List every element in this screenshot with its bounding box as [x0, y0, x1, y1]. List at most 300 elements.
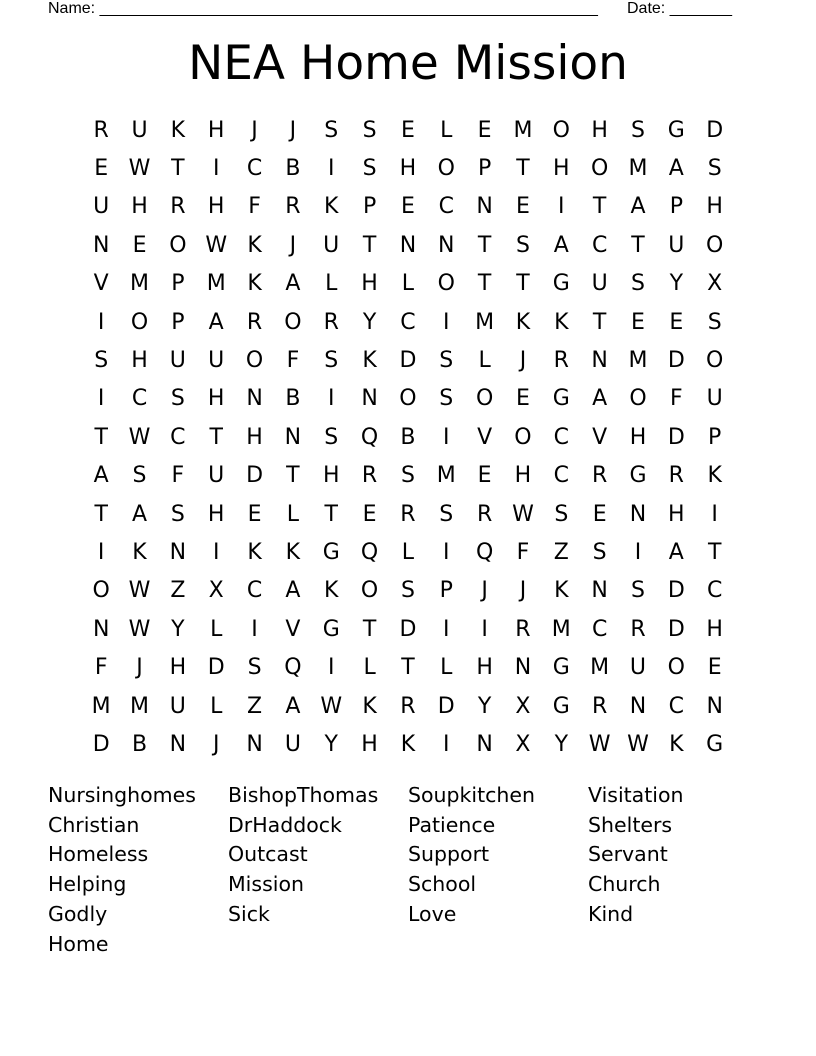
grid-letter: Z [170, 578, 186, 604]
grid-letter: G [322, 539, 340, 565]
grid-letter: M [206, 271, 226, 297]
grid-letter: J [289, 232, 297, 258]
grid-letter: K [132, 539, 147, 565]
grid-letter: S [631, 271, 645, 297]
grid-letter: J [251, 117, 258, 143]
grid-letter: N [476, 731, 493, 757]
word-list-item: Love [408, 902, 457, 927]
grid-letter: H [246, 424, 263, 450]
grid-letter: A [553, 232, 569, 258]
grid-letter: S [247, 655, 262, 681]
word-list-item: Kind [588, 902, 634, 927]
grid-letter: E [362, 501, 377, 527]
grid-letter: E [477, 117, 492, 143]
grid-letter: T [631, 232, 645, 258]
grid-letter: N [92, 616, 110, 642]
grid-letter: M [130, 693, 149, 719]
grid-letter: K [669, 731, 684, 757]
grid-letter: C [170, 424, 186, 450]
grid-letter: Q [284, 655, 302, 681]
grid-letter: G [706, 731, 724, 757]
grid-letter: M [91, 693, 111, 719]
grid-letter: I [251, 616, 258, 642]
grid-letter: T [171, 156, 185, 182]
grid-letter: D [437, 693, 455, 719]
grid-letter: S [324, 424, 339, 450]
grid-letter: N [629, 501, 647, 527]
grid-letter: O [169, 232, 187, 258]
grid-letter: A [93, 463, 109, 489]
grid-letter: I [97, 386, 105, 412]
grid-letter: F [670, 386, 683, 412]
grid-letter: G [552, 386, 570, 412]
grid-letter: W [205, 232, 228, 258]
grid-letter: T [592, 194, 607, 220]
grid-letter: D [399, 616, 417, 642]
grid-letter: H [131, 194, 148, 220]
word-list-item: Outcast [228, 842, 308, 867]
grid-letter: P [669, 194, 683, 220]
grid-letter: I [212, 156, 220, 182]
grid-letter: L [440, 117, 453, 143]
grid-letter: S [631, 117, 645, 143]
grid-letter: U [706, 386, 723, 412]
grid-letter: L [363, 655, 376, 681]
grid-letter: O [130, 309, 149, 335]
grid-letter: P [708, 424, 722, 450]
word-list-item: Soupkitchen [408, 782, 536, 807]
grid-letter: N [591, 348, 608, 374]
grid-letter: M [628, 156, 648, 182]
word-list-item: Godly [48, 902, 108, 927]
grid-letter: H [476, 655, 493, 681]
grid-letter: K [247, 539, 262, 565]
grid-letter: H [591, 117, 608, 143]
grid-letter: M [628, 348, 648, 374]
grid-letter: F [516, 539, 530, 565]
grid-letter: U [323, 232, 340, 258]
grid-letter: D [667, 616, 685, 642]
grid-letter: C [246, 156, 263, 182]
grid-letter: T [592, 309, 607, 335]
grid-letter: G [322, 616, 340, 642]
grid-letter: H [553, 156, 570, 182]
grid-letter: A [208, 309, 224, 335]
grid-letter: R [400, 693, 416, 719]
grid-letter: S [554, 501, 569, 527]
grid-letter: S [400, 463, 415, 489]
grid-letter: K [285, 539, 301, 565]
grid-letter: X [707, 271, 723, 297]
grid-letter: I [634, 539, 642, 565]
grid-letter: B [285, 156, 301, 182]
grid-letter: E [631, 309, 645, 335]
grid-letter: O [552, 117, 570, 143]
grid-letter: O [706, 232, 724, 258]
grid-letter: A [630, 194, 646, 220]
grid-letter: N [92, 232, 110, 258]
grid-letter: I [97, 539, 105, 565]
grid-letter: T [324, 501, 338, 527]
grid-letter: O [360, 578, 379, 604]
grid-letter: K [515, 309, 531, 335]
grid-letter: A [592, 386, 608, 412]
grid-letter: E [400, 117, 415, 143]
grid-letter: H [207, 194, 225, 220]
grid-letter: S [170, 501, 185, 527]
word-list-item: DrHaddock [228, 812, 342, 837]
grid-letter: F [171, 463, 185, 489]
grid-letter: H [514, 463, 532, 489]
word-list-item: School [408, 872, 477, 897]
grid-letter: N [629, 693, 647, 719]
grid-letter: S [592, 539, 607, 565]
grid-letter: R [285, 194, 301, 220]
grid-letter: C [246, 578, 263, 604]
grid-letter: J [519, 348, 527, 374]
grid-letter: L [478, 348, 491, 374]
grid-letter: A [668, 156, 684, 182]
grid-letter: H [361, 731, 378, 757]
grid-letter: N [706, 693, 723, 719]
grid-letter: R [361, 463, 378, 489]
grid-letter: T [707, 539, 722, 565]
grid-letter: N [246, 731, 263, 757]
grid-letter: Y [362, 309, 377, 335]
grid-letter: Y [554, 731, 569, 757]
grid-letter: N [169, 731, 187, 757]
grid-letter: K [554, 309, 569, 335]
grid-letter: N [476, 194, 493, 220]
grid-letter: V [93, 271, 109, 297]
grid-letter: T [516, 156, 530, 182]
grid-letter: E [669, 309, 684, 335]
grid-letter: H [169, 655, 187, 681]
grid-letter: A [131, 501, 148, 527]
grid-letter: J [481, 578, 488, 604]
grid-letter: F [94, 655, 108, 681]
grid-letter: S [324, 348, 339, 374]
grid-letter: W [588, 731, 611, 757]
grid-letter: L [440, 655, 453, 681]
grid-letter: U [93, 194, 110, 220]
grid-letter: O [667, 655, 685, 681]
grid-letter: R [591, 463, 608, 489]
grid-letter: S [439, 386, 454, 412]
grid-letter: B [131, 731, 148, 757]
grid-letter: Y [477, 693, 492, 719]
grid-letter: K [554, 578, 569, 604]
word-list-item: Support [408, 842, 490, 867]
grid-letter: I [711, 501, 718, 527]
grid-letter: O [399, 386, 417, 412]
grid-letter: K [400, 731, 416, 757]
grid-letter: N [438, 232, 455, 258]
word-list-item: Patience [408, 812, 496, 837]
grid-letter: P [477, 156, 492, 182]
grid-letter: W [128, 156, 151, 182]
word-list [48, 780, 768, 959]
grid-letter: I [212, 539, 220, 565]
grid-letter: S [515, 232, 530, 258]
grid-letter: D [92, 731, 110, 757]
grid-letter: A [668, 539, 684, 565]
grid-letter: O [284, 309, 302, 335]
grid-letter: R [400, 501, 416, 527]
grid-letter: D [246, 463, 264, 489]
grid-letter: T [362, 616, 377, 642]
header-line [48, 0, 732, 18]
grid-letter: E [477, 463, 492, 489]
grid-letter: R [591, 693, 608, 719]
grid-letter: R [170, 194, 186, 220]
grid-letter: I [97, 309, 105, 335]
grid-letter: I [443, 424, 450, 450]
grid-letter: C [591, 232, 608, 258]
grid-letter: Q [360, 424, 379, 450]
grid-letter: W [512, 501, 534, 527]
grid-letter: L [210, 616, 223, 642]
grid-letter: O [514, 424, 532, 450]
grid-letter: T [362, 232, 377, 258]
grid-letter: N [591, 578, 608, 604]
letter-grid [82, 111, 734, 764]
grid-letter: D [706, 117, 724, 143]
grid-letter: S [170, 386, 185, 412]
grid-letter: O [437, 156, 455, 182]
grid-letter: S [362, 117, 377, 143]
grid-letter: O [475, 386, 494, 412]
grid-letter: N [361, 386, 378, 412]
word-list-item: BishopThomas [228, 782, 379, 807]
grid-letter: D [667, 578, 685, 604]
word-list-item: Church [588, 872, 661, 897]
grid-letter: T [94, 424, 108, 450]
grid-letter: O [437, 271, 455, 297]
grid-letter: E [592, 501, 607, 527]
grid-letter: D [667, 348, 685, 374]
grid-letter: C [668, 693, 685, 719]
grid-letter: V [477, 424, 493, 450]
grid-letter: J [212, 731, 220, 757]
grid-letter: E [707, 655, 722, 681]
grid-letter: S [362, 156, 377, 182]
grid-letter: R [93, 117, 109, 143]
grid-letter: X [208, 578, 224, 604]
grid-letter: U [284, 731, 301, 757]
grid-letter: P [171, 271, 185, 297]
grid-letter: O [92, 578, 110, 604]
grid-letter: A [285, 578, 301, 604]
grid-letter: C [131, 386, 148, 412]
grid-letter: I [443, 539, 450, 565]
grid-letter: S [94, 348, 109, 374]
grid-letter: I [443, 309, 450, 335]
grid-letter: C [438, 194, 454, 220]
grid-letter: T [516, 271, 530, 297]
grid-letter: X [515, 693, 531, 719]
grid-letter: G [552, 271, 570, 297]
grid-letter: H [207, 117, 225, 143]
grid-letter: R [553, 348, 569, 374]
grid-letter: K [247, 271, 262, 297]
grid-letter: U [131, 117, 148, 143]
puzzle-title: NEA Home Mission [188, 36, 628, 91]
name-field-label: Name: ________________________________________________________ [48, 0, 598, 17]
grid-letter: H [629, 424, 647, 450]
grid-letter: O [590, 156, 609, 182]
grid-letter: G [629, 463, 647, 489]
grid-letter: K [247, 232, 262, 258]
grid-letter: R [323, 309, 339, 335]
grid-letter: T [401, 655, 415, 681]
grid-letter: L [210, 693, 223, 719]
grid-letter: N [246, 386, 263, 412]
grid-letter: U [629, 655, 647, 681]
grid-letter: X [515, 731, 531, 757]
grid-letter: R [630, 616, 646, 642]
grid-letter: H [131, 348, 148, 374]
grid-letter: S [631, 578, 645, 604]
grid-letter: N [169, 539, 187, 565]
grid-letter: U [169, 693, 186, 719]
grid-letter: P [439, 578, 453, 604]
grid-letter: G [552, 655, 570, 681]
grid-letter: W [128, 616, 151, 642]
grid-letter: W [320, 693, 343, 719]
word-list-item: Sick [228, 902, 270, 927]
grid-letter: S [439, 348, 454, 374]
grid-letter: U [169, 348, 186, 374]
grid-letter: K [324, 194, 339, 220]
grid-letter: C [400, 309, 416, 335]
grid-letter: M [475, 309, 495, 335]
grid-letter: M [590, 655, 610, 681]
grid-letter: I [327, 655, 335, 681]
grid-letter: E [132, 232, 147, 258]
grid-letter: H [399, 156, 417, 182]
grid-letter: I [558, 194, 565, 220]
grid-letter: J [519, 578, 527, 604]
grid-letter: I [443, 616, 450, 642]
grid-letter: I [443, 731, 450, 757]
grid-letter: Y [171, 616, 185, 642]
grid-letter: M [513, 117, 533, 143]
grid-letter: E [247, 501, 262, 527]
grid-letter: S [400, 578, 415, 604]
grid-letter: O [706, 348, 724, 374]
word-list-item: Mission [228, 872, 304, 897]
grid-letter: C [553, 424, 569, 450]
grid-letter: E [516, 386, 530, 412]
grid-letter: U [668, 232, 685, 258]
grid-letter: N [284, 424, 302, 450]
grid-letter: U [591, 271, 608, 297]
grid-letter: C [591, 616, 608, 642]
grid-letter: G [552, 693, 570, 719]
grid-letter: F [286, 348, 300, 374]
grid-letter: I [327, 156, 335, 182]
grid-letter: S [707, 309, 722, 335]
grid-letter: S [132, 463, 147, 489]
grid-letter: V [592, 424, 608, 450]
grid-letter: T [286, 463, 300, 489]
grid-letter: K [362, 348, 377, 374]
grid-letter: M [551, 616, 571, 642]
grid-letter: K [362, 693, 377, 719]
grid-letter: L [401, 271, 415, 297]
grid-letter: P [362, 194, 377, 220]
grid-letter: Q [360, 539, 379, 565]
grid-letter: B [285, 386, 301, 412]
grid-letter: D [399, 348, 417, 374]
word-list-item: Nursinghomes [48, 782, 196, 807]
grid-letter: S [324, 117, 339, 143]
grid-letter: Y [669, 271, 684, 297]
grid-letter: C [706, 578, 723, 604]
grid-letter: O [629, 386, 647, 412]
grid-letter: K [324, 578, 339, 604]
grid-letter: H [668, 501, 685, 527]
grid-letter: J [136, 655, 143, 681]
grid-letter: N [514, 655, 532, 681]
grid-letter: T [477, 271, 492, 297]
grid-letter: L [401, 539, 415, 565]
grid-letter: F [248, 194, 261, 220]
grid-letter: W [128, 578, 151, 604]
grid-letter: K [170, 117, 186, 143]
grid-letter: D [667, 424, 685, 450]
grid-letter: U [208, 463, 225, 489]
grid-letter: W [128, 424, 151, 450]
grid-letter: H [207, 501, 225, 527]
grid-letter: M [130, 271, 149, 297]
grid-letter: E [516, 194, 530, 220]
grid-letter: A [285, 693, 301, 719]
grid-letter: O [245, 348, 264, 374]
grid-letter: J [289, 117, 297, 143]
grid-letter: Z [553, 539, 569, 565]
grid-letter: T [477, 232, 492, 258]
grid-letter: V [285, 616, 301, 642]
grid-letter: H [322, 463, 340, 489]
grid-letter: S [439, 501, 454, 527]
grid-letter: I [327, 386, 335, 412]
grid-letter: H [706, 616, 723, 642]
grid-letter: G [667, 117, 685, 143]
grid-letter: E [400, 194, 415, 220]
word-list-item: Christian [48, 812, 140, 837]
grid-letter: R [668, 463, 684, 489]
grid-letter: N [399, 232, 417, 258]
word-list-item: Visitation [588, 782, 684, 807]
grid-letter: L [286, 501, 300, 527]
word-list-item: Shelters [588, 812, 673, 837]
grid-letter: H [361, 271, 378, 297]
word-list-item: Homeless [48, 842, 149, 867]
grid-letter: H [706, 194, 723, 220]
grid-letter: S [707, 156, 722, 182]
grid-letter: A [285, 271, 301, 297]
grid-letter: U [208, 348, 225, 374]
grid-letter: Z [247, 693, 263, 719]
word-list-item: Helping [48, 872, 127, 897]
grid-letter: Y [324, 731, 338, 757]
grid-letter: I [481, 616, 488, 642]
word-list-item: Servant [588, 842, 668, 867]
grid-letter: H [207, 386, 225, 412]
word-list-item: Home [48, 931, 109, 956]
